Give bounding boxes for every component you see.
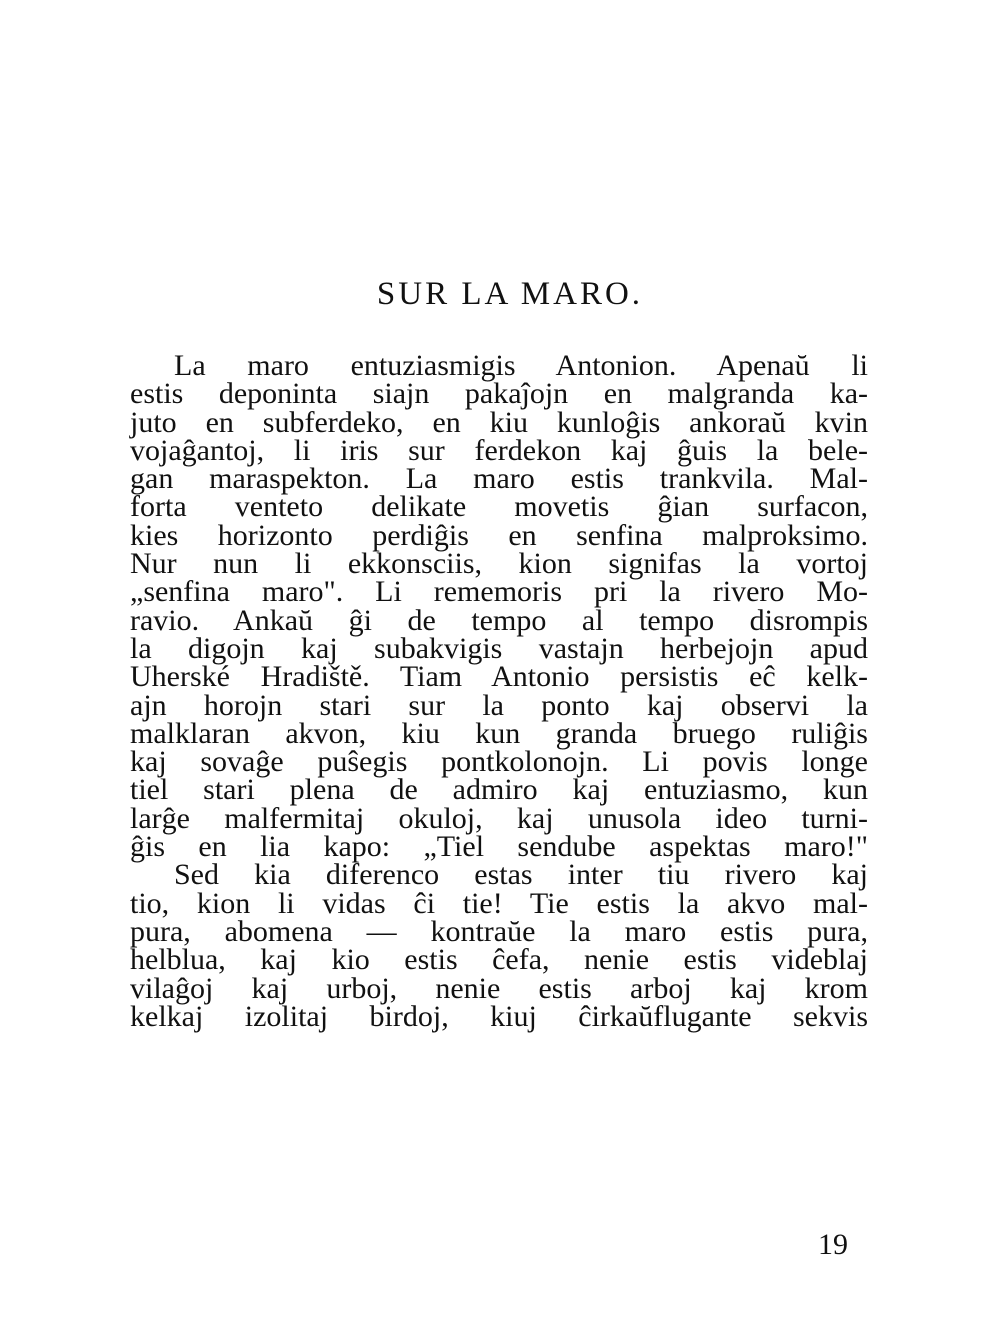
text-line: kelkaj izolitaj birdoj, kiuj ĉirkaŭflugante sekvis bbox=[130, 999, 868, 1033]
text-line: ĝis en lia kapo: „Tiel sendube aspektas maro!" bbox=[130, 830, 868, 864]
text-line: kaj sovaĝe puŝegis pontkolonojn. Li povis longe bbox=[130, 745, 868, 779]
text-line: „senfina maro". Li rememoris pri la rivero Mo- bbox=[130, 575, 868, 609]
text-line: gan maraspekton. La maro estis trankvila. Mal- bbox=[130, 462, 868, 496]
text-line: tio, kion li vidas ĉi tie! Tie estis la akvo mal- bbox=[130, 886, 868, 920]
text-line: Nur nun li ekkonsciis, kion signifas la vortoj bbox=[130, 547, 868, 581]
text-line: estis deponinta siajn pakaĵojn en malgranda ka- bbox=[130, 377, 868, 411]
text-line: ravio. Ankaŭ ĝi de tempo al tempo disrompis bbox=[130, 603, 868, 637]
text-line: Sed kia diferenco estas inter tiu rivero kaj bbox=[174, 858, 868, 892]
text-line: ajn horojn stari sur la ponto kaj observi la bbox=[130, 688, 868, 722]
text-line: helblua, kaj kio estis ĉefa, nenie estis videblaj bbox=[130, 943, 868, 977]
text-line: kies horizonto perdiĝis en senfina malproksimo. bbox=[130, 518, 868, 552]
text-line: larĝe malfermitaj okuloj, kaj unusola ideo turni- bbox=[130, 801, 868, 835]
text-line: La maro entuziasmigis Antonion. Apenaŭ li bbox=[174, 349, 868, 382]
text-line: la digojn kaj subakvigis vastajn herbejojn apud bbox=[130, 631, 868, 665]
chapter-title: SUR LA MARO. bbox=[376, 276, 644, 312]
text-line: malklaran akvon, kiu kun granda bruego ruliĝis bbox=[130, 716, 868, 750]
text-line: vilaĝoj kaj urboj, nenie estis arboj kaj krom bbox=[130, 971, 868, 1005]
body-text bbox=[130, 349, 868, 1033]
page-number: 19 bbox=[818, 1228, 848, 1261]
text-line: tiel stari plena de admiro kaj entuziasmo, kun bbox=[130, 773, 868, 807]
text-line: forta venteto delikate movetis ĝian surfacon, bbox=[130, 490, 868, 524]
text-line: Uherské Hradiště. Tiam Antonio persistis eĉ kelk- bbox=[130, 660, 868, 694]
text-line: juto en subferdeko, en kiu kunloĝis ankoraŭ kvin bbox=[130, 405, 868, 439]
text-line: pura, abomena — kontraŭe la maro estis pura, bbox=[130, 914, 868, 948]
text-line: vojaĝantoj, li iris sur ferdekon kaj ĝuis la bele- bbox=[130, 433, 868, 467]
